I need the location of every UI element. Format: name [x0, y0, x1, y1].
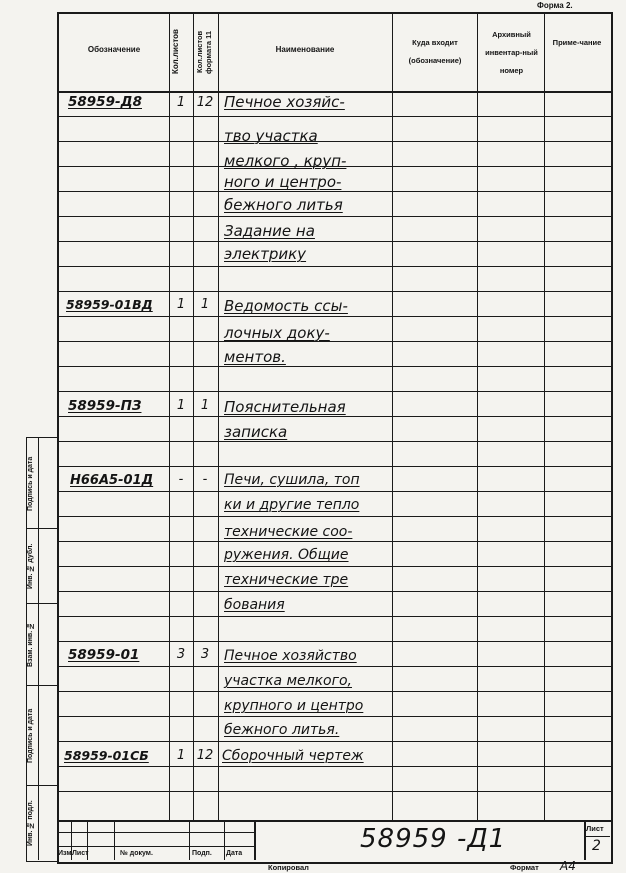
- doc-name-5-line-4: бежного литья.: [224, 722, 340, 738]
- grid-row-line: [57, 666, 611, 667]
- doc-name-1-line-2: тво участка: [224, 127, 318, 145]
- grid-row-line: [57, 516, 611, 517]
- title-block-col: [254, 820, 256, 860]
- grid-row-line: [57, 566, 611, 567]
- grid-row-line: [57, 741, 611, 742]
- doc-code-2: 58959-01ВД: [66, 297, 153, 312]
- doc-code-4: Н66А5-01Д: [70, 473, 154, 488]
- doc-name-4-line-4: ружения. Общие: [224, 547, 349, 563]
- doc-format-2: 1: [200, 297, 210, 312]
- doc-sheets-2: 1: [176, 297, 186, 312]
- tb-format-label: Формат: [510, 863, 539, 872]
- side-label-signature-1: Подпись и дата: [27, 456, 34, 512]
- grid-row-line: [57, 391, 611, 392]
- doc-code-6: 58959-01СБ: [64, 748, 149, 763]
- grid-row-line: [57, 291, 611, 292]
- grid-row-line: [57, 716, 611, 717]
- tb-col-docnum: № докум.: [120, 850, 153, 857]
- doc-format-6: 12: [196, 748, 214, 763]
- side-strip-divider: [38, 437, 39, 860]
- doc-format-4: -: [202, 472, 208, 487]
- doc-name-1-line-7: электрику: [224, 245, 307, 263]
- title-block-col: [224, 820, 225, 860]
- doc-sheets-6: 1: [176, 748, 186, 763]
- doc-name-4-line-5: технические тре: [224, 572, 349, 588]
- doc-name-2-line-1: Ведомость ссы-: [224, 297, 348, 315]
- header-designation: Обозначение: [87, 45, 141, 54]
- doc-name-3-line-1: Пояснительная: [224, 398, 346, 416]
- doc-name-1-line-5: бежного литья: [224, 196, 343, 214]
- doc-name-3-line-2: записка: [224, 423, 288, 441]
- side-label-original: Инв. № подл.: [27, 800, 34, 846]
- grid-row-line: [57, 216, 611, 217]
- doc-name-4-line-2: ки и другие тепло: [224, 497, 360, 513]
- grid-row-line: [57, 766, 611, 767]
- tb-col-change: Изм: [58, 850, 72, 857]
- grid-row-line: [57, 791, 611, 792]
- doc-name-1-line-4: ного и центро-: [224, 173, 342, 191]
- grid-row-line: [57, 441, 611, 442]
- header-format11-count: Кол.листов формата 11: [195, 30, 213, 74]
- doc-name-4-line-3: технические соо-: [224, 524, 353, 540]
- doc-sheets-4: -: [178, 472, 184, 487]
- doc-name-5-line-1: Печное хозяйство: [224, 648, 357, 664]
- doc-format-1: 12: [196, 95, 214, 110]
- header-where-used: Куда входит (обозначение): [408, 38, 462, 65]
- tb-sheet-number: 2: [592, 838, 601, 854]
- grid-row-line: [57, 366, 611, 367]
- tb-sheet-label: Лист: [586, 824, 604, 833]
- side-label-dupl: Инв. № дубл.: [27, 543, 34, 589]
- header-sheet-count: Кол.листов: [171, 29, 180, 75]
- grid-row-line: [57, 341, 611, 342]
- header-note: Приме-чание: [552, 38, 602, 47]
- header-archive-number: Архивный инвентар-ный номер: [485, 30, 538, 75]
- doc-code-3: 58959-ПЗ: [68, 398, 142, 414]
- doc-format-5: 3: [200, 647, 210, 662]
- doc-name-2-line-2: лочных доку-: [224, 324, 330, 342]
- tb-col-sheet: Лист: [72, 850, 89, 857]
- title-block-row: [584, 836, 610, 837]
- doc-code-1: 58959-Д8: [68, 94, 142, 110]
- doc-name-6-line-1: Сборочный чертеж: [222, 748, 364, 764]
- grid-row-line: [57, 591, 611, 592]
- doc-name-4-line-1: Печи, сушила, топ: [224, 472, 360, 488]
- doc-name-5-line-3: крупного и центро: [224, 698, 364, 714]
- grid-row-line: [57, 691, 611, 692]
- tb-col-signature: Подп.: [192, 850, 212, 857]
- side-label-replaced: Взам. инв. №: [27, 621, 34, 668]
- title-block-top: [57, 820, 611, 822]
- doc-sheets-3: 1: [176, 398, 186, 413]
- tb-doc-code: 58959 -Д1: [360, 824, 507, 854]
- grid-row-line: [57, 141, 611, 142]
- grid-row-line: [57, 241, 611, 242]
- doc-name-1-line-6: Задание на: [224, 222, 315, 240]
- doc-code-5: 58959-01: [68, 647, 140, 663]
- grid-row-line: [57, 616, 611, 617]
- grid-row-line: [57, 191, 611, 192]
- doc-name-1-line-3: мелкого , круп-: [224, 152, 347, 170]
- tb-col-date: Дата: [226, 850, 243, 857]
- tb-format-value: А4: [560, 859, 576, 873]
- grid-row-line: [57, 116, 611, 117]
- header-name: Наименование: [275, 45, 335, 54]
- grid-row-line: [57, 641, 611, 642]
- doc-sheets-5: 3: [176, 647, 186, 662]
- grid-row-line: [57, 316, 611, 317]
- doc-name-5-line-2: участка мелкого,: [224, 673, 352, 689]
- side-strip-row: [26, 685, 57, 686]
- doc-name-2-line-3: ментов.: [224, 348, 286, 366]
- doc-format-3: 1: [200, 398, 210, 413]
- side-label-signature-2: Подпись и дата: [27, 708, 34, 764]
- grid-row-line: [57, 491, 611, 492]
- grid-row-line: [57, 466, 611, 467]
- doc-name-1-line-1: Печное хозяйс-: [224, 93, 345, 111]
- side-strip-row: [26, 785, 57, 786]
- title-block-col: [189, 820, 190, 860]
- side-strip-row: [26, 528, 57, 529]
- form-label: Форма 2.: [537, 1, 573, 10]
- side-strip-row: [26, 603, 57, 604]
- doc-name-4-line-6: бования: [224, 597, 285, 613]
- doc-sheets-1: 1: [176, 95, 186, 110]
- grid-row-line: [57, 541, 611, 542]
- grid-row-line: [57, 266, 611, 267]
- tb-copied: Копировал: [268, 863, 309, 872]
- grid-row-line: [57, 416, 611, 417]
- title-block-col: [114, 820, 115, 860]
